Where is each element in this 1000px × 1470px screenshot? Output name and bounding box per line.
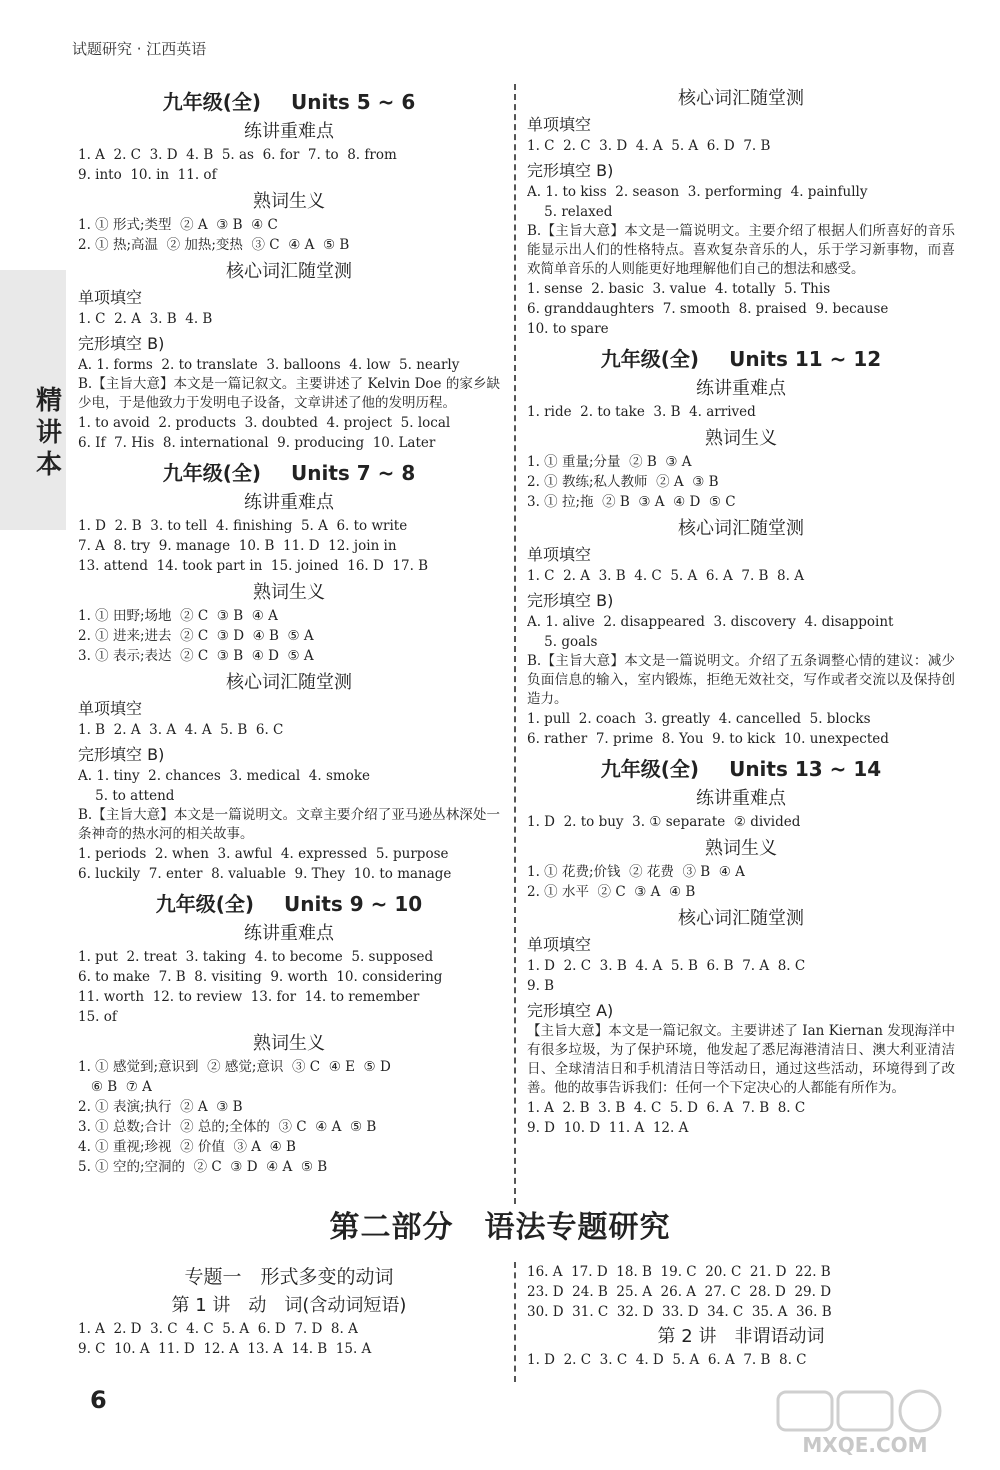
answer-line: 1. ① 形式;类型 ② A ③ B ④ C (78, 217, 278, 233)
answer-line: 6. rather 7. prime 8. You 9. to kick 10. unexpected (527, 731, 889, 747)
answer-line: 1. C 2. A 3. B 4. B (78, 311, 213, 327)
unit-title: 九年级(全) Units 5 ~ 6 (162, 90, 416, 114)
answer-line: 1. C 2. A 3. B 4. C 5. A 6. A 7. B 8. A (527, 568, 804, 584)
answer-line: 1. D 2. C 3. B 4. A 5. B 6. B 7. A 8. C (527, 958, 806, 974)
answer-line: ⑥ B ⑦ A (78, 1079, 152, 1095)
answer-line: 9. D 10. D 11. A 12. A (527, 1120, 689, 1136)
unit-title: 九年级(全) Units 9 ~ 10 (155, 892, 423, 916)
answer-line: 1. B 2. A 3. A 4. A 5. B 6. C (78, 722, 284, 738)
subsection-title: 完形填空 B) (527, 161, 614, 180)
answer-line: 6. granddaughters 7. smooth 8. praised 9. because (527, 301, 889, 317)
section-title: 核心词汇随堂测 (678, 908, 804, 929)
side-label-char: 精 (36, 386, 63, 416)
section-title: 熟词生义 (705, 428, 777, 449)
answer-line: 2. ① 进来;进去 ② C ③ D ④ B ⑤ A (78, 628, 314, 644)
answer-line: 9. B (527, 978, 555, 994)
svg-text:MXQE.COM: MXQE.COM (802, 1433, 928, 1457)
watermark-logo (770, 1388, 960, 1458)
side-label-char: 本 (36, 450, 63, 480)
section-title: 核心词汇随堂测 (226, 261, 352, 282)
answer-line: 2. ① 热;高温 ② 加热;变热 ③ C ④ A ⑤ B (78, 237, 350, 253)
bottom-left-column (78, 1262, 500, 1359)
answer-line: 4. ① 重视;珍视 ② 价值 ③ A ④ B (78, 1139, 296, 1155)
section-title: 练讲重难点 (244, 121, 334, 142)
section-title: 熟词生义 (253, 582, 325, 603)
answer-line: 2. ① 表演;执行 ② A ③ B (78, 1099, 243, 1115)
answer-line: A. 1. to kiss 2. season 3. performing 4. painfully (527, 184, 868, 200)
section-title: 核心词汇随堂测 (678, 88, 804, 109)
summary-paragraph: B.【主旨大意】本文是一篇说明文。介绍了五条调整心情的建议：减少负面信息的输入，室内锻炼，拒绝无效社交，写作或者交流以及保持创造力。 (527, 653, 955, 707)
answer-line: 3. ① 总数;合计 ② 总的;全体的 ③ C ④ A ⑤ B (78, 1119, 377, 1135)
answer-line: 1. periods 2. when 3. awful 4. expressed 5. purpose (78, 846, 449, 862)
answer-line: 23. D 24. B 25. A 26. A 27. C 28. D 29. D (527, 1284, 832, 1300)
left-column (78, 82, 500, 1177)
answer-line: 7. A 8. try 9. manage 10. B 11. D 12. join in (78, 538, 397, 554)
summary-paragraph: B.【主旨大意】本文是一篇说明文。主要介绍了根据人们所喜好的音乐能显示出人们的性格特点。喜欢复杂音乐的人，乐于学习新事物，而喜欢简单音乐的人则能更好地理解他们自己的想法和感受。 (527, 223, 955, 277)
answer-line: 16. A 17. D 18. B 19. C 20. C 21. D 22. B (527, 1264, 831, 1280)
answer-line: 5. ① 空的;空洞的 ② C ③ D ④ A ⑤ B (78, 1159, 328, 1175)
subsection-title: 完形填空 B) (78, 334, 165, 353)
answer-line: 1. A 2. B 3. B 4. C 5. D 6. A 7. B 8. C (527, 1100, 806, 1116)
lecture-title: 第 2 讲 非谓语动词 (657, 1326, 825, 1347)
answer-line: 6. If 7. His 8. international 9. producing 10. Later (78, 435, 436, 451)
answer-line: 10. to spare (527, 321, 609, 337)
section-title: 练讲重难点 (696, 378, 786, 399)
answer-line: 1. sense 2. basic 3. value 4. totally 5. This (527, 281, 831, 297)
answer-line: 30. D 31. C 32. D 33. D 34. C 35. A 36. B (527, 1304, 832, 1320)
page-number: 6 (90, 1386, 107, 1414)
answer-line: 1. A 2. D 3. C 4. C 5. A 6. D 7. D 8. A (78, 1321, 358, 1337)
bottom-right-column (527, 1262, 955, 1370)
answer-line: 13. attend 14. took part in 15. joined 16. D 17. B (78, 558, 429, 574)
subsection-title: 完形填空 A) (527, 1001, 614, 1020)
unit-title: 九年级(全) Units 7 ~ 8 (162, 461, 416, 485)
answer-line: A. 1. alive 2. disappeared 3. discovery 4. disappoint (527, 614, 894, 630)
section-title: 核心词汇随堂测 (678, 518, 804, 539)
right-column (527, 82, 955, 1138)
answer-line: 1. C 2. C 3. D 4. A 5. A 6. D 7. B (527, 138, 771, 154)
answer-line: 1. D 2. to buy 3. ① separate ② divided (527, 814, 801, 830)
section-title: 熟词生义 (253, 191, 325, 212)
summary-paragraph: 【主旨大意】本文是一篇记叙文。主要讲述了 Ian Kiernan 发现海洋中有很多垃圾，为了保护环境，他发起了悉尼海港清洁日、澳大利亚清洁日、全球清洁日和手机清洁日等活动日，通过这些活动，环境得到了改善。他的故事告诉我们：任何一个下定决心的人都能有所作为。 (527, 1023, 955, 1096)
answer-line: 9. into 10. in 11. of (78, 167, 217, 183)
answer-line: 1. put 2. treat 3. taking 4. to become 5. supposed (78, 949, 434, 965)
answer-line: 1. pull 2. coach 3. greatly 4. cancelled 5. blocks (527, 711, 871, 727)
section-title: 熟词生义 (705, 838, 777, 859)
answer-line: 1. D 2. B 3. to tell 4. finishing 5. A 6. to write (78, 518, 408, 534)
answer-line: 6. to make 7. B 8. visiting 9. worth 10. considering (78, 969, 443, 985)
section-title: 练讲重难点 (696, 788, 786, 809)
section-title: 核心词汇随堂测 (226, 672, 352, 693)
unit-title: 九年级(全) Units 11 ~ 12 (600, 347, 882, 371)
answer-line: 1. to avoid 2. products 3. doubted 4. project 5. local (78, 415, 451, 431)
answer-line: 2. ① 教练;私人教师 ② A ③ B (527, 474, 719, 490)
answer-line: 3. ① 表示;表达 ② C ③ B ④ D ⑤ A (78, 648, 314, 664)
subsection-title: 单项填空 (527, 115, 592, 134)
side-label (36, 385, 63, 481)
column-divider (514, 84, 516, 1204)
answer-line: 9. C 10. A 11. D 12. A 13. A 14. B 15. A (78, 1341, 372, 1357)
answer-line: 1. D 2. C 3. C 4. D 5. A 6. A 7. B 8. C (527, 1352, 807, 1368)
answer-line: 6. luckily 7. enter 8. valuable 9. They 10. to manage (78, 866, 452, 882)
summary-paragraph: B.【主旨大意】本文是一篇记叙文。主要讲述了 Kelvin Doe 的家乡缺少电，于是他致力于发明电子设备，文章讲述了他的发明历程。 (78, 376, 500, 411)
answer-line: 5. goals (527, 634, 598, 650)
answer-line: 1. ① 田野;场地 ② C ③ B ④ A (78, 608, 278, 624)
answer-line: 1. ① 重量;分量 ② B ③ A (527, 454, 692, 470)
answer-line: A. 1. tiny 2. chances 3. medical 4. smoke (78, 768, 371, 784)
section-title: 练讲重难点 (244, 492, 334, 513)
answer-line: A. 1. forms 2. to translate 3. balloons 4. low 5. nearly (78, 357, 460, 373)
subsection-title: 单项填空 (78, 699, 143, 718)
part-title: 第二部分 语法专题研究 (329, 1210, 671, 1245)
subsection-title: 单项填空 (527, 545, 592, 564)
answer-line: 15. of (78, 1009, 117, 1025)
lecture-title: 第 1 讲 动 词(含动词短语) (171, 1295, 407, 1316)
answer-line: 1. ① 花费;价钱 ② 花费 ③ B ④ A (527, 864, 745, 880)
answer-line: 2. ① 水平 ② C ③ A ④ B (527, 884, 696, 900)
subsection-title: 完形填空 B) (527, 591, 614, 610)
side-label-char: 讲 (36, 418, 63, 448)
subsection-title: 完形填空 B) (78, 745, 165, 764)
topic-title: 专题一 形式多变的动词 (184, 1266, 394, 1288)
answer-line: 5. to attend (78, 788, 175, 804)
summary-paragraph: B.【主旨大意】本文是一篇说明文。文章主要介绍了亚马逊丛林深处一条神奇的热水河的相关故事。 (78, 807, 500, 842)
subsection-title: 单项填空 (527, 935, 592, 954)
answer-line: 5. relaxed (527, 204, 613, 220)
column-divider-bottom (514, 1262, 516, 1382)
section-title: 练讲重难点 (244, 923, 334, 944)
unit-title: 九年级(全) Units 13 ~ 14 (600, 757, 882, 781)
answer-line: 1. ① 感觉到;意识到 ② 感觉;意识 ③ C ④ E ⑤ D (78, 1059, 391, 1075)
answer-line: 1. A 2. C 3. D 4. B 5. as 6. for 7. to 8. from (78, 147, 397, 163)
subsection-title: 单项填空 (78, 288, 143, 307)
page-header: 试题研究 · 江西英语 (72, 40, 207, 58)
answer-line: 1. ride 2. to take 3. B 4. arrived (527, 404, 756, 420)
section-title: 熟词生义 (253, 1033, 325, 1054)
answer-line: 3. ① 拉;拖 ② B ③ A ④ D ⑤ C (527, 494, 736, 510)
answer-line: 11. worth 12. to review 13. for 14. to remember (78, 989, 420, 1005)
watermark-icon (770, 1388, 960, 1458)
